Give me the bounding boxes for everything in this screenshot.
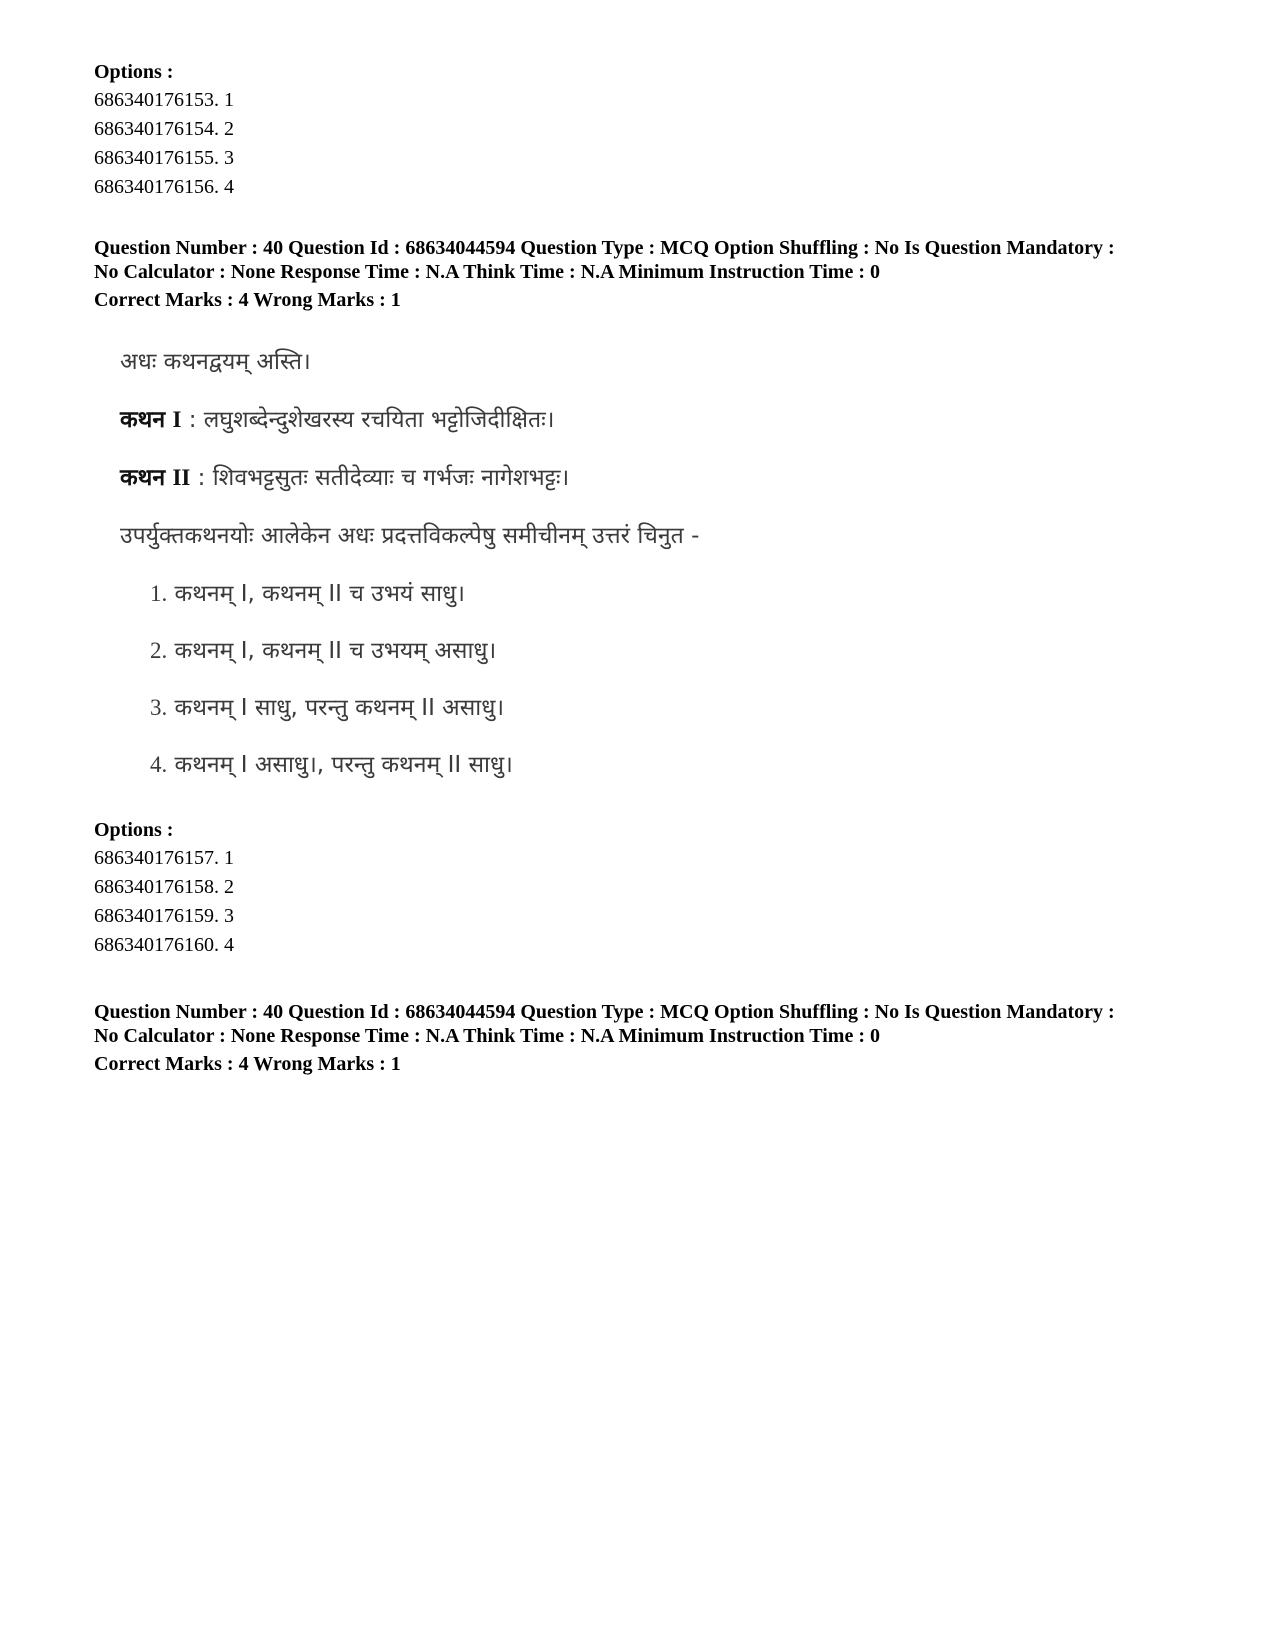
option-item: 686340176155. 3 [94, 147, 234, 169]
option-item: 686340176156. 4 [94, 176, 234, 198]
choice-item [150, 636, 496, 666]
choice-number: 2. [150, 638, 168, 663]
options-block-bottom [94, 816, 1204, 960]
statement-2-label: कथन [120, 465, 166, 491]
options-block-top [94, 58, 1204, 202]
question-stem: अधः कथनद्वयम् अस्ति। [120, 349, 311, 375]
statement-2-roman: II [172, 465, 191, 490]
choice-text: कथनम् I साधु, परन्तु कथनम् II असाधु। [167, 695, 505, 721]
choice-text: कथनम् I असाधु।, परन्तु कथनम् II साधु। [167, 752, 513, 778]
choice-number: 4. [150, 752, 168, 777]
question-marks: Correct Marks : 4 Wrong Marks : 1 [94, 1053, 401, 1075]
choice-text: कथनम् I, कथनम् II च उभयं साधु। [167, 581, 465, 607]
statement-2-text: : शिवभट्टसुतः सतीदेव्याः च गर्भजः नागेशभट्टः। [190, 465, 570, 491]
statement-2 [120, 463, 569, 493]
question-meta-line-1: Question Number : 40 Question Id : 68634044594 Question Type : MCQ Option Shuffling : No Is Question Mandatory : [94, 237, 1115, 259]
question-meta-line-2: No Calculator : None Response Time : N.A Think Time : N.A Minimum Instruction Time : 0 [94, 261, 880, 283]
option-item: 686340176153. 1 [94, 89, 234, 111]
option-item: 686340176157. 1 [94, 847, 234, 869]
option-item: 686340176158. 2 [94, 876, 234, 898]
choice-text: कथनम् I, कथनम् II च उभयम् असाधु। [167, 638, 497, 664]
options-heading: Options : [94, 819, 174, 841]
question-meta-block [94, 1000, 1204, 1076]
question-meta-block [94, 236, 1204, 312]
choice-item [150, 579, 465, 609]
choice-number: 3. [150, 695, 168, 720]
question-image [120, 345, 880, 810]
statement-1-text: : लघुशब्देन्दुशेखरस्य रचयिता भट्टोजिदीक्षितः। [181, 407, 555, 433]
question-meta-line-2: No Calculator : None Response Time : N.A Think Time : N.A Minimum Instruction Time : 0 [94, 1025, 880, 1047]
question-meta-line-1: Question Number : 40 Question Id : 68634044594 Question Type : MCQ Option Shuffling : No Is Question Mandatory : [94, 1001, 1115, 1023]
statement-1-roman: I [172, 407, 182, 432]
option-item: 686340176160. 4 [94, 934, 234, 956]
question-instruction: उपर्युक्तकथनयोः आलेकेन अधः प्रदत्तविकल्पेषु समीचीनम् उत्तरं चिनुत - [120, 523, 700, 549]
option-item: 686340176159. 3 [94, 905, 234, 927]
option-item: 686340176154. 2 [94, 118, 234, 140]
question-marks: Correct Marks : 4 Wrong Marks : 1 [94, 289, 401, 311]
options-heading: Options : [94, 61, 174, 83]
statement-1-label: कथन [120, 407, 166, 433]
choice-number: 1. [150, 581, 168, 606]
choice-item [150, 750, 513, 780]
statement-1 [120, 405, 554, 435]
choice-item [150, 693, 504, 723]
